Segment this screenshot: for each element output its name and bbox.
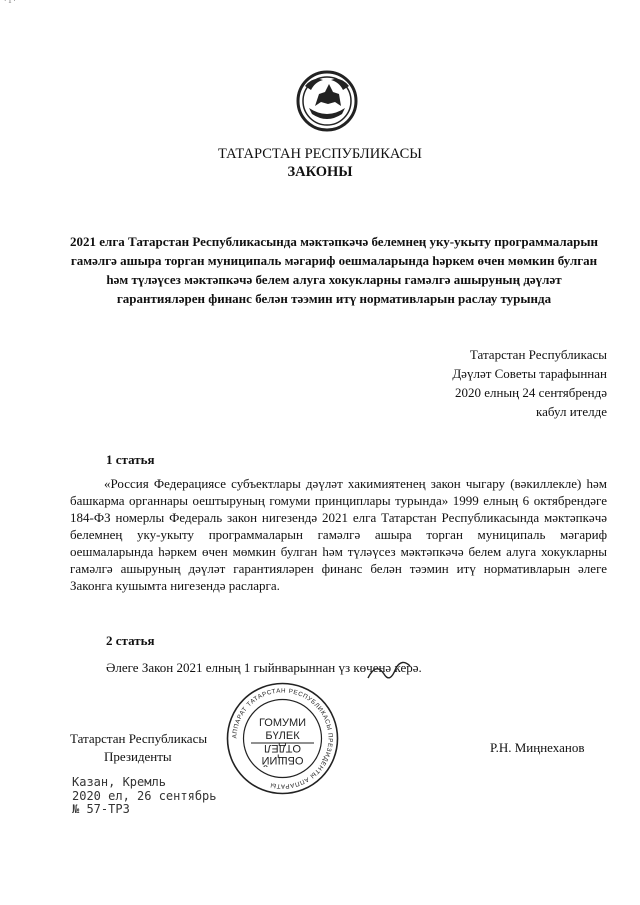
article-2-heading: 2 статья — [106, 633, 155, 648]
stamp-line-4: ОБЩИЙ — [261, 754, 304, 766]
header-law: ЗАКОНЫ — [287, 164, 353, 180]
signature-position-line-2: Президенты — [104, 749, 172, 764]
header-republic: ТАТАРСТАН РЕСПУБЛИКАСЫ — [218, 146, 422, 162]
stamp-ring-text: АППАРАТ ТАТАРСТАН РЕСПУБЛИКАСЫ ПРЕЗИДЕНТЫ АППАРАТЫ — [231, 687, 334, 790]
signature-position-line-1: Татарстан Республикасы — [70, 731, 208, 746]
stamp-line-2: БҮЛЕК — [265, 730, 300, 742]
adoption-line-1: Татарстан Республикасы — [469, 347, 607, 362]
official-stamp — [225, 681, 340, 796]
signature-position — [70, 730, 207, 766]
stamp-line-3: ОТДЕЛ — [264, 742, 301, 754]
issue-date: 2020 ел, 26 сентябрь — [72, 788, 217, 803]
stamp-line-1: ГОМУМИ — [258, 717, 307, 729]
article-1-text: «Россия Федерациясе субъектлары дәүләт хакимиятенең закон чыгару (вәкиллекле) һәм башкарма органнары оештыруның гомуми принциплары турында» 1999 елның 6 октябрендәге 184-ФЗ номерлы Федераль закон нигезендә 2021 елга Татарстан Республикасында мәктәпкәчә белемнең уку-укыту программаларын гамәлгә ашыра торган муниципаль мәгариф оешмаларында һәркем өчен мөмкин булган һәм түләүсез мәктәпкәчә белем алуга хокукларны гамәлгә ашыруның дәүләт гарантияләрен финанс белән тәэмин итү нормативларын әлеге Законга кушымта нигезендә расларга. — [70, 476, 607, 593]
adoption-line-2: Дәүләт Советы тарафыннан — [452, 366, 607, 381]
handwritten-mark-icon — [366, 656, 412, 686]
adoption-line-3: 2020 елның 24 сентябрендә — [454, 385, 607, 400]
article-1-heading: 1 статья — [106, 452, 155, 467]
signature-name: Р.Н. Миңнеханов — [490, 740, 585, 755]
adoption-block — [347, 345, 607, 421]
issue-place: Казан, Кремль — [72, 775, 166, 789]
adoption-line-4: кабул ителде — [536, 404, 607, 419]
coat-of-arms-emblem — [295, 68, 359, 132]
issue-details — [72, 776, 217, 817]
issue-number: № 57-ТРЗ — [72, 802, 130, 816]
law-title: 2021 елга Татарстан Республикасында мәктәпкәчә белемнең уку-укыту программаларын гамәлгә ашыра торган муниципаль мәгариф оешмаларында һәркем өчен мөмкин булган һәм түләүсез мәктәпкәчә белем алуга хокукларны гамәлгә ашыруның дәүләт гарантияләрен финанс белән тәэмин итү нормативларын раслау турында — [70, 234, 598, 306]
page-marker: · 1 · — [4, 0, 16, 5]
article-2-text: Әлеге Закон 2021 елның 1 гыйнварыннан үз көченә керә. — [106, 660, 422, 675]
